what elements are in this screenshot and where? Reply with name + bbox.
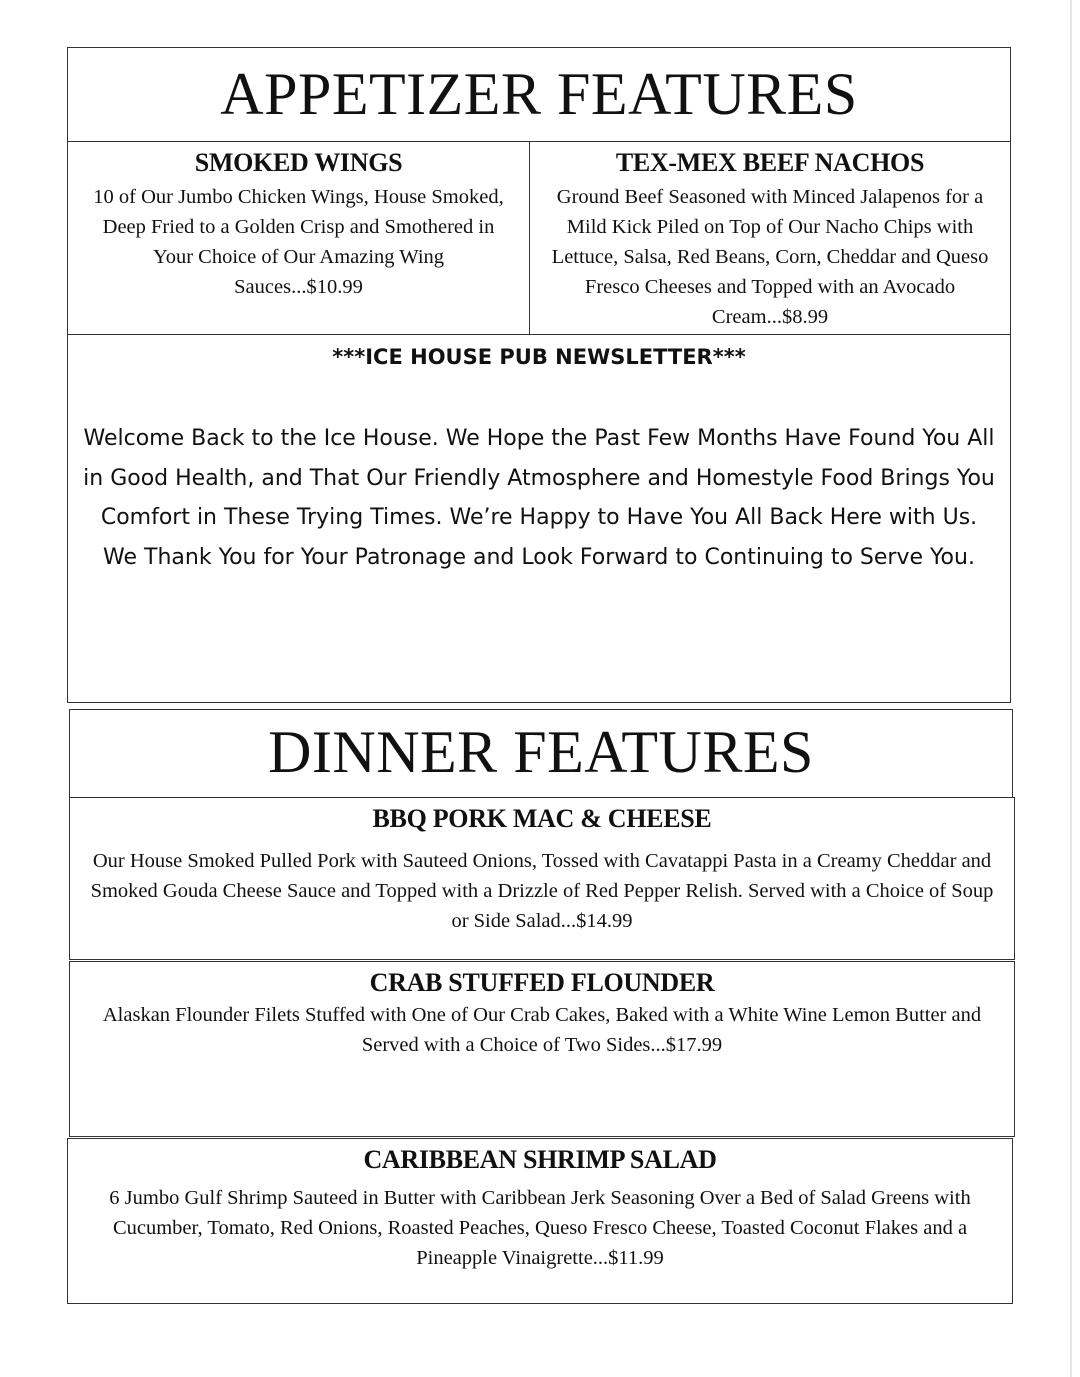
page-edge bbox=[1070, 0, 1072, 1377]
dinner-item-bbq-mac bbox=[69, 797, 1015, 960]
appetizer-item-nachos bbox=[529, 142, 1011, 335]
appetizer-item-smoked-wings bbox=[67, 142, 530, 335]
appetizer-section-title: APPETIZER FEATURES bbox=[220, 61, 858, 127]
item-description: 10 of Our Jumbo Chicken Wings, House Smoked, Deep Fried to a Golden Crisp and Smothered in Your Choice of Our Amazing Wing Sauces...$10.99 bbox=[93, 186, 504, 298]
item-title: SMOKED WINGS bbox=[194, 148, 403, 177]
newsletter-body: Welcome Back to the Ice House. We Hope the Past Few Months Have Found You All in Good Health, and That Our Friendly Atmosphere and Homestyle Food Brings You Comfort in These Trying Times. We’re Happy to Have You All Back Here with Us. We Thank You for Your Patronage and Look Forward to Continuing to Serve You. bbox=[83, 426, 995, 570]
item-description: 6 Jumbo Gulf Shrimp Sauteed in Butter with Caribbean Jerk Seasoning Over a Bed of Salad Greens with Cucumber, Tomato, Red Onions, Roasted Peaches, Queso Fresco Cheese, Toasted Coconut Flakes and a Pineapple Vinaigrette...$11.99 bbox=[109, 1187, 971, 1269]
item-description: Alaskan Flounder Filets Stuffed with One of Our Crab Cakes, Baked with a White Wine Lemon Butter and Served with a Choice of Two Sides...$17.99 bbox=[102, 1004, 982, 1056]
item-description: Our House Smoked Pulled Pork with Sauteed Onions, Tossed with Cavatappi Pasta in a Creamy Cheddar and Smoked Gouda Cheese Sauce and Topped with a Drizzle of Red Pepper Relish. Served with a Choice of Soup or Side Salad...$14.99 bbox=[90, 850, 994, 932]
dinner-header-box bbox=[69, 709, 1013, 798]
appetizer-header-box bbox=[67, 47, 1011, 142]
newsletter-box bbox=[67, 334, 1011, 703]
item-title: CRAB STUFFED FLOUNDER bbox=[369, 968, 715, 997]
item-title: TEX-MEX BEEF NACHOS bbox=[615, 148, 925, 177]
dinner-item-crab-flounder bbox=[69, 961, 1015, 1137]
item-title: BBQ PORK MAC & CHEESE bbox=[372, 804, 712, 833]
item-description: Ground Beef Seasoned with Minced Jalapenos for a Mild Kick Piled on Top of Our Nacho Chips with Lettuce, Salsa, Red Beans, Corn, Cheddar and Queso Fresco Cheeses and Topped with an Avocado Cream...$8.99 bbox=[551, 186, 989, 328]
item-title: CARIBBEAN SHRIMP SALAD bbox=[363, 1145, 717, 1174]
dinner-item-shrimp-salad bbox=[67, 1138, 1013, 1304]
newsletter-title: ***ICE HOUSE PUB NEWSLETTER*** bbox=[332, 345, 746, 369]
dinner-section-title: DINNER FEATURES bbox=[268, 719, 814, 785]
